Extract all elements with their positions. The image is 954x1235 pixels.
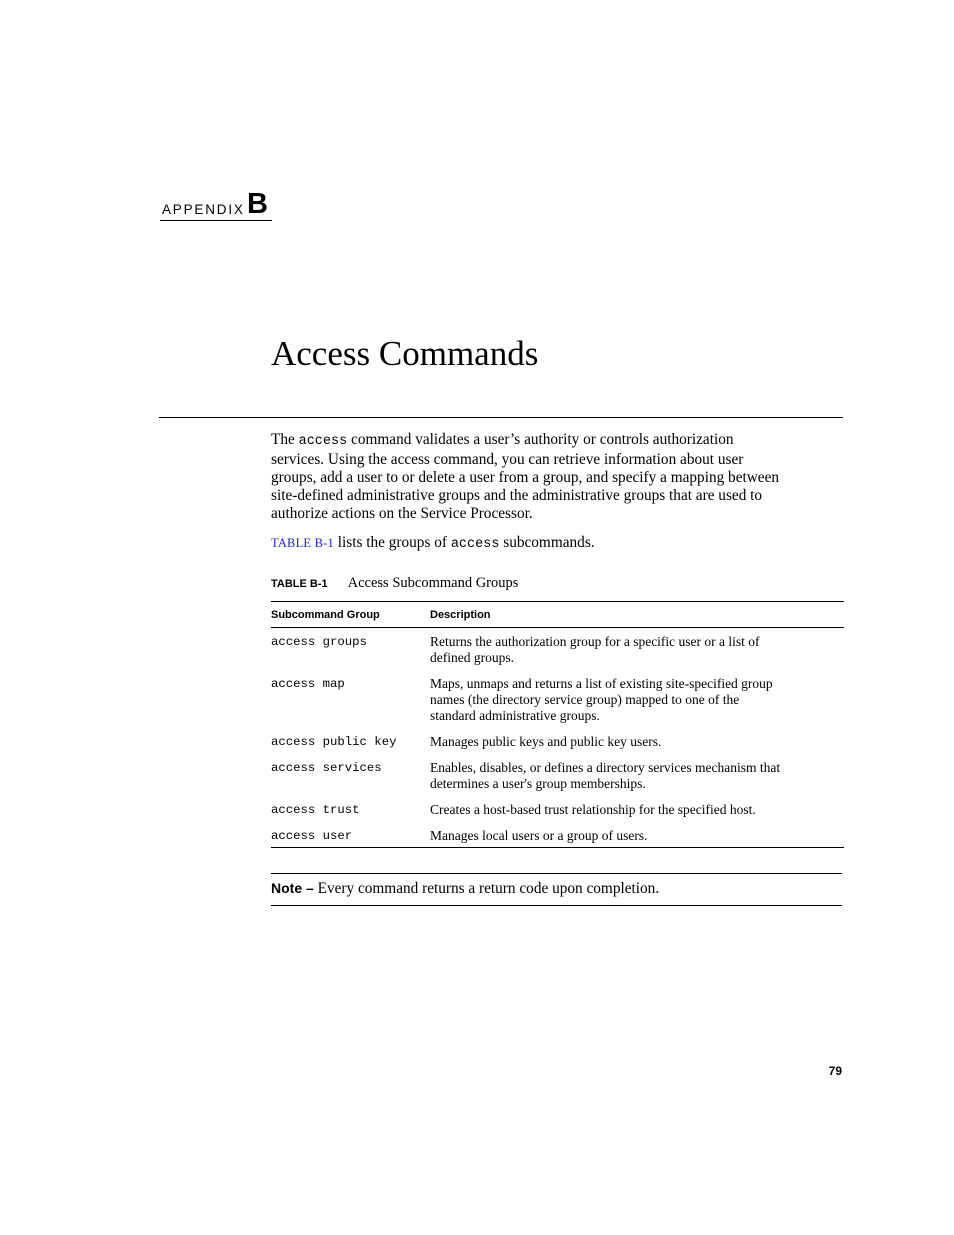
page-title: Access Commands <box>271 334 539 373</box>
subcommand-cell: access user <box>271 829 353 843</box>
intro-line: services. Using the access command, you can retrieve information about user <box>271 451 744 468</box>
intro-line: groups, add a user to or delete a user from a group, and specify a mapping between <box>271 469 780 486</box>
description-cell <box>430 634 844 666</box>
table-header <box>271 602 844 628</box>
table-row <box>271 734 844 760</box>
description-line: Maps, unmaps and returns a list of existing site-specified group <box>430 676 773 691</box>
subcommand-cell: access services <box>271 761 382 775</box>
table-row <box>271 676 844 734</box>
description-line: Manages local users or a group of users. <box>430 828 648 843</box>
appendix-heading <box>160 190 272 221</box>
description-line: defined groups. <box>430 650 514 665</box>
inline-code: access <box>450 537 500 552</box>
title-rule <box>159 417 843 418</box>
note-content <box>271 880 659 898</box>
subcommand-cell: access map <box>271 677 345 691</box>
inline-code: access <box>298 434 348 449</box>
note-text: Every command returns a return code upon completion. <box>313 880 660 897</box>
table-caption-text: Access Subcommand Groups <box>347 575 519 591</box>
appendix-letter: B <box>247 188 268 220</box>
table-caption <box>271 574 518 592</box>
page-number: 79 <box>828 1064 842 1078</box>
subcommand-table <box>271 601 844 848</box>
column-header-subcommand-group: Subcommand Group <box>271 609 380 621</box>
reference-text: subcommands. <box>499 534 595 551</box>
column-header-description: Description <box>430 609 491 621</box>
subcommand-cell: access public key <box>271 735 397 749</box>
table-reference-link[interactable]: TABLE B-1 <box>271 536 334 550</box>
intro-text: The <box>271 431 299 448</box>
table-reference-paragraph <box>271 534 595 554</box>
intro-line: site-defined administrative groups and the administrative groups that are used to <box>271 487 763 504</box>
intro-paragraph <box>271 431 843 523</box>
description-line: Creates a host-based trust relationship for the specified host. <box>430 802 756 817</box>
reference-text: lists the groups of <box>333 534 451 551</box>
note-box <box>271 873 842 906</box>
note-label: Note – <box>271 880 314 896</box>
intro-line <box>271 431 843 451</box>
appendix-word: APPENDIX <box>162 202 245 217</box>
description-cell <box>430 802 844 818</box>
description-line: determines a user's group memberships. <box>430 776 646 791</box>
table-caption-label: TABLE B-1 <box>271 578 328 590</box>
subcommand-cell: access trust <box>271 803 360 817</box>
table-row <box>271 802 844 828</box>
description-line: standard administrative groups. <box>430 708 600 723</box>
description-line: Returns the authorization group for a specific user or a list of <box>430 634 760 649</box>
description-line: Manages public keys and public key users. <box>430 734 662 749</box>
intro-line: authorize actions on the Service Processor. <box>271 505 533 522</box>
description-line: Enables, disables, or defines a directory services mechanism that <box>430 760 781 775</box>
table-row <box>271 828 844 844</box>
subcommand-cell: access groups <box>271 635 367 649</box>
description-cell <box>430 760 844 792</box>
table-row <box>271 634 844 676</box>
table-row <box>271 760 844 802</box>
description-cell <box>430 676 844 724</box>
intro-text: command validates a user’s authority or controls authorization <box>347 431 734 448</box>
description-line: names (the directory service group) mapped to one of the <box>430 692 740 707</box>
description-cell <box>430 734 844 750</box>
table-body <box>271 628 844 847</box>
description-cell <box>430 828 844 844</box>
